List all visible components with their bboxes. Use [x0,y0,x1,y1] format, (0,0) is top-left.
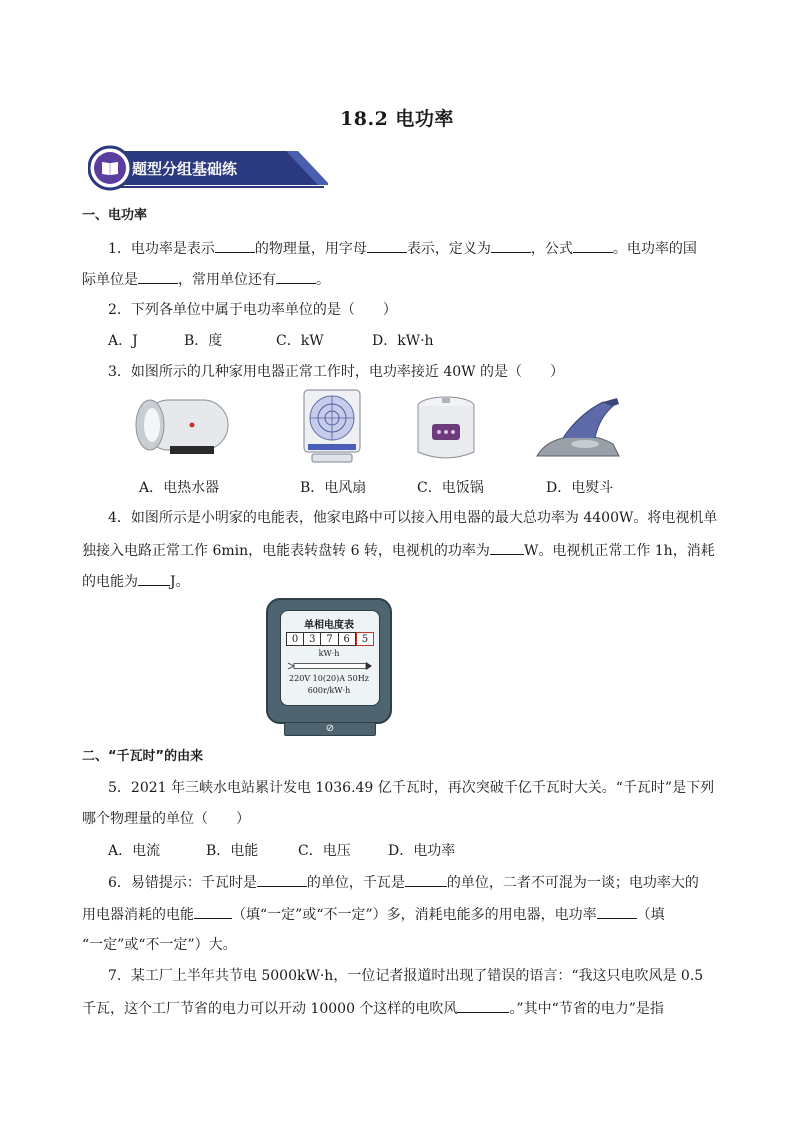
answer-blank[interactable] [276,269,316,284]
question-5-line-1: 5．2021 年三峡水电站累计发电 1036.49 亿千瓦时，再次突破千亿千瓦时大关。“千瓦时”是下列 [108,780,715,796]
option-a[interactable]: A．J [108,333,138,349]
rice-cooker-image[interactable] [412,394,480,466]
option-b[interactable]: B．度 [184,333,223,349]
q7-text: 千瓦，这个工厂节省的电力可以开动 10000 个这样的电吹风 [82,1001,458,1017]
option-a-caption: A．电热水器 [139,480,220,496]
meter-digit-decimal: 5 [356,632,374,646]
section-heading-2: 二、“千瓦时”的由来 [82,749,204,764]
option-d[interactable]: D．kW·h [372,333,434,349]
q1-text: 。电功率的国 [612,241,697,257]
question-2-stem: 2．下列各单位中属于电功率单位的是（ ） [108,302,397,318]
question-6-line-1 [108,872,699,893]
answer-blank[interactable] [491,238,531,253]
meter-spec-1: 220V 10(20)A 50Hz [289,674,369,683]
question-1-line-1 [108,238,697,259]
question-4-line-2 [82,540,715,561]
answer-blank[interactable] [597,904,637,919]
answer-blank[interactable] [367,238,407,253]
meter-terminal-cover: ⊘ [284,722,376,736]
electric-fan-image[interactable] [298,386,366,466]
question-5-line-2: 哪个物理量的单位（ ） [82,811,250,827]
electric-meter-figure [266,598,392,738]
question-7-line-2 [82,998,664,1019]
water-heater-image[interactable] [130,392,232,462]
answer-blank[interactable] [457,998,509,1013]
q6-text: （填“一定”或“不一定”）多，消耗电能多的用电器，电功率 [232,907,597,923]
q4-text: 独接入电路正常工作 6min，电能表转盘转 6 转，电视机的功率为 [82,543,490,559]
meter-digit: 7 [321,632,338,646]
section-heading-1: 一、电功率 [82,208,148,223]
meter-digit: 6 [339,632,356,646]
option-c[interactable]: C．电压 [298,843,351,859]
q4-text: J。 [170,574,190,590]
question-7-line-1: 7．某工厂上半年共节电 5000kW·h，一位记者报道时出现了错误的语言：“我这只电吹风是 0.5 [108,968,704,984]
meter-digit: 3 [304,632,321,646]
question-4-line-3 [82,571,190,592]
question-5-options [108,841,455,861]
electric-iron-image[interactable] [533,394,623,464]
q7-text: 。”其中“节省的电力”是指 [509,1001,664,1017]
answer-blank[interactable] [215,238,255,253]
q1-text: ，常用单位还有 [178,272,276,288]
option-c[interactable]: C．kW [276,333,324,349]
question-3-stem: 3．如图所示的几种家用电器正常工作时，电功率接近 40W 的是（ ） [108,364,565,380]
q6-text: 的单位，千瓦是 [306,875,405,891]
meter-spec-2: 600r/kW·h [307,686,351,695]
answer-blank[interactable] [490,540,524,555]
q1-text: 1．电功率是表示 [108,241,215,257]
answer-blank[interactable] [573,238,613,253]
q4-text: 的电能为 [82,574,138,590]
option-b-caption: B．电风扇 [300,480,367,496]
question-1-line-2 [82,269,330,290]
q6-text: 用电器消耗的电能 [82,907,194,923]
question-6-line-2 [82,904,665,925]
option-a[interactable]: A．电流 [108,843,161,859]
option-b[interactable]: B．电能 [206,843,259,859]
q1-text: 际单位是 [82,272,138,288]
q4-text: W。电视机正常工作 1h，消耗 [523,543,715,559]
question-2-options [108,331,434,351]
meter-digit: 0 [286,632,304,646]
option-d-caption: D．电熨斗 [546,480,614,496]
q1-text: 表示，定义为 [406,241,491,257]
meter-dial-arrow [288,662,372,670]
q1-text: 。 [316,272,330,288]
q6-text: 6．易错提示：千瓦时是 [108,875,257,891]
option-c-caption: C．电饭锅 [417,480,484,496]
page-title: 18.2 电功率 [340,108,454,130]
answer-blank[interactable] [138,571,170,586]
meter-unit: kW·h [318,649,340,658]
answer-blank[interactable] [194,904,232,919]
banner-label: 题型分组基础练 [132,160,238,178]
q1-text: 的物理量，用字母 [254,241,367,257]
answer-blank[interactable] [257,872,307,887]
answer-blank[interactable] [138,269,178,284]
q1-text: ，公式 [530,241,573,257]
answer-blank[interactable] [405,872,447,887]
meter-title: 单相电度表 [304,620,354,631]
option-d[interactable]: D．电功率 [388,843,456,859]
question-6-line-3: “一定”或“不一定”）大。 [82,937,237,953]
q6-text: （填 [636,907,665,923]
meter-digit-row [286,632,374,646]
q6-text: 的单位，二者不可混为一谈；电功率大的 [446,875,699,891]
question-4-line-1: 4．如图所示是小明家的电能表，他家电路中可以接入用电器的最大总功率为 4400W。将电视机单 [108,510,718,526]
book-icon [100,158,120,178]
